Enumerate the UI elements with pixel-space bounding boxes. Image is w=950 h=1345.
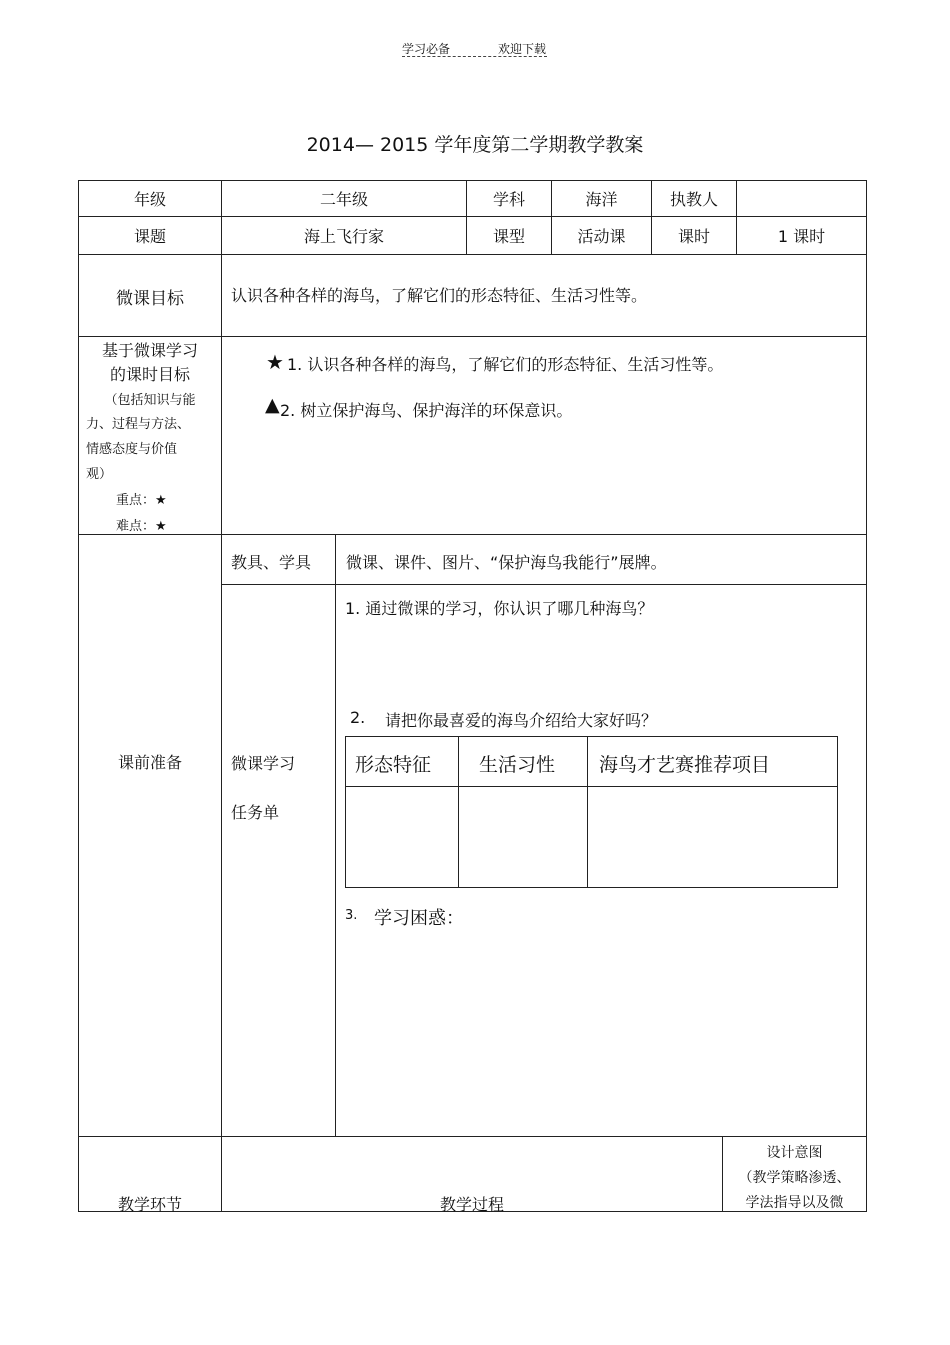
goal1-text: 1. 认识各种各样的海鸟，了解它们的形态特征、生活习性等。 xyxy=(287,355,724,374)
header-dashed-rule xyxy=(402,56,547,57)
question-3-number: 3. xyxy=(345,908,358,923)
grade-label: 年级 xyxy=(133,190,166,209)
topic-label: 课题 xyxy=(133,227,166,246)
header-left: 学习必备 xyxy=(402,42,451,56)
topic-value: 海上飞行家 xyxy=(303,227,384,246)
task-label-line2: 任务单 xyxy=(231,803,280,822)
hours-label: 课时 xyxy=(677,227,710,246)
question-2-number: 2. xyxy=(350,708,366,727)
grade-value: 二年级 xyxy=(319,190,368,209)
tools-value: 微课、课件、图片、“保护海鸟我能行”展牌。 xyxy=(346,553,667,572)
question-2: 请把你最喜爱的海鸟介绍给大家好吗？ xyxy=(385,711,658,730)
class-goal-label-line2: 的课时目标 xyxy=(109,365,190,384)
key-point: 重点：★ xyxy=(116,493,167,508)
inner-header-talent: 海鸟才艺赛推荐项目 xyxy=(599,754,771,776)
micro-goal-label: 微课目标 xyxy=(116,289,184,309)
type-label: 课型 xyxy=(492,227,525,246)
class-goal-note-line3: 情感态度与价值 xyxy=(86,442,178,457)
page-title: 2014— 2015 学年度第二学期教学教案 xyxy=(306,134,644,156)
tools-label: 教具、学具 xyxy=(231,553,312,572)
intent-line2: （教学策略渗透、 xyxy=(738,1170,851,1186)
type-value: 活动课 xyxy=(577,227,626,246)
task-label-line1: 微课学习 xyxy=(231,754,296,773)
header-right: 欢迎下载 xyxy=(498,42,547,56)
difficulty: 难点：★ xyxy=(116,519,167,534)
inner-header-habits: 生活习性 xyxy=(479,754,556,776)
intent-line3: 学法指导以及微 xyxy=(745,1195,844,1211)
question-1: 1. 通过微课的学习，你认识了哪几种海鸟？ xyxy=(345,599,654,618)
subject-label: 学科 xyxy=(492,190,525,209)
class-goal-note-line1: （包括知识与能 xyxy=(104,393,196,408)
subject-value: 海洋 xyxy=(585,190,618,209)
class-goal-note-line4: 观） xyxy=(86,467,113,482)
class-goal-note-line2: 力、过程与方法、 xyxy=(86,417,191,432)
prep-label: 课前准备 xyxy=(117,753,182,772)
goal2-triangle-icon: ▲ xyxy=(265,394,280,416)
goal2-text: 2. 树立保护海鸟、保护海洋的环保意识。 xyxy=(280,401,573,420)
teacher-label: 执教人 xyxy=(669,190,718,209)
inner-header-form: 形态特征 xyxy=(355,754,432,776)
class-goal-label-line1: 基于微课学习 xyxy=(101,341,198,360)
process-label: 教学过程 xyxy=(439,1195,504,1214)
micro-goal-text: 认识各种各样的海鸟，了解它们的形态特征、生活习性等。 xyxy=(231,286,648,305)
intent-line1: 设计意图 xyxy=(766,1145,823,1161)
goal1-star-icon: ★ xyxy=(266,350,284,374)
hours-value: 1 课时 xyxy=(777,227,826,246)
question-3: 学习困惑： xyxy=(374,908,464,929)
stage-label: 教学环节 xyxy=(117,1195,182,1214)
